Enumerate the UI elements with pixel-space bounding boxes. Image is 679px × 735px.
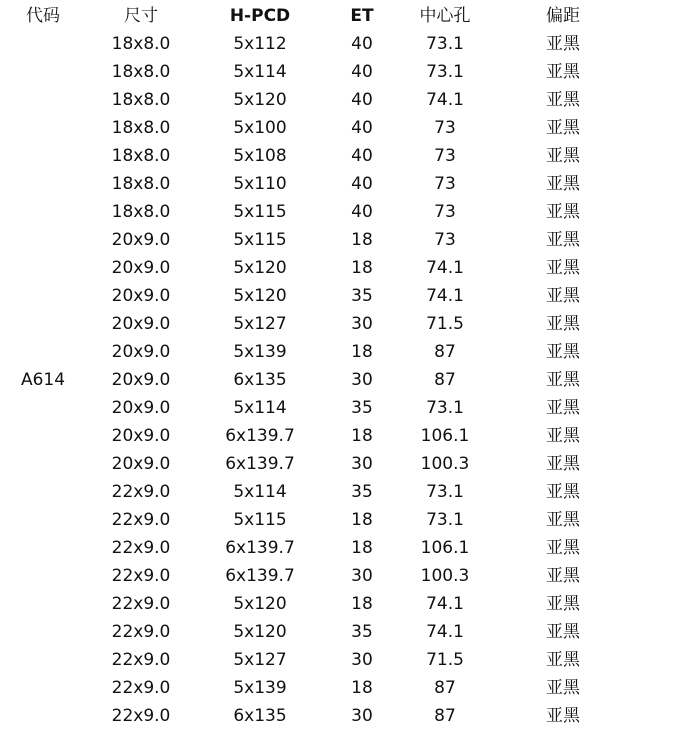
header-pcd: H-PCD <box>229 6 291 26</box>
cell-center-bore: 74.1 <box>426 594 464 614</box>
cell-pcd: 5x120 <box>233 622 287 642</box>
cell-center-bore: 74.1 <box>426 622 464 642</box>
cell-pcd: 5x127 <box>233 314 287 334</box>
cell-center-bore: 87 <box>434 370 456 390</box>
cell-center-bore: 74.1 <box>426 258 464 278</box>
header-size: 尺寸 <box>124 6 158 26</box>
cell-finish: 亚黑 <box>546 62 580 82</box>
cell-center-bore: 73 <box>434 230 456 250</box>
cell-et: 18 <box>351 510 373 530</box>
table-row <box>0 58 679 86</box>
cell-et: 40 <box>351 62 373 82</box>
cell-et: 18 <box>351 230 373 250</box>
cell-center-bore: 73.1 <box>426 510 464 530</box>
table-row <box>0 646 679 674</box>
cell-finish: 亚黑 <box>546 566 580 586</box>
cell-et: 40 <box>351 146 373 166</box>
cell-finish: 亚黑 <box>546 594 580 614</box>
cell-et: 40 <box>351 34 373 54</box>
cell-pcd: 5x120 <box>233 258 287 278</box>
cell-size: 18x8.0 <box>111 34 171 54</box>
cell-size: 18x8.0 <box>111 146 171 166</box>
cell-pcd: 5x114 <box>233 62 287 82</box>
cell-pcd: 5x114 <box>233 482 287 502</box>
cell-finish: 亚黑 <box>546 622 580 642</box>
cell-finish: 亚黑 <box>546 342 580 362</box>
table-row <box>0 170 679 198</box>
cell-pcd: 6x139.7 <box>225 454 295 474</box>
cell-center-bore: 73.1 <box>426 34 464 54</box>
cell-et: 30 <box>351 370 373 390</box>
cell-et: 40 <box>351 90 373 110</box>
table-row <box>0 254 679 282</box>
table-row <box>0 590 679 618</box>
cell-et: 30 <box>351 314 373 334</box>
table-row <box>0 338 679 366</box>
cell-pcd: 5x139 <box>233 342 287 362</box>
cell-size: 20x9.0 <box>111 454 171 474</box>
cell-size: 22x9.0 <box>111 482 171 502</box>
cell-center-bore: 87 <box>434 706 456 726</box>
cell-et: 30 <box>351 566 373 586</box>
cell-pcd: 6x139.7 <box>225 426 295 446</box>
cell-size: 20x9.0 <box>111 426 171 446</box>
cell-size: 18x8.0 <box>111 202 171 222</box>
cell-size: 20x9.0 <box>111 314 171 334</box>
cell-size: 20x9.0 <box>111 286 171 306</box>
cell-et: 35 <box>351 398 373 418</box>
table-row <box>0 142 679 170</box>
header-et: ET <box>350 6 374 26</box>
cell-finish: 亚黑 <box>546 650 580 670</box>
cell-size: 22x9.0 <box>111 706 171 726</box>
table-row <box>0 366 679 394</box>
cell-pcd: 6x139.7 <box>225 566 295 586</box>
cell-size: 22x9.0 <box>111 650 171 670</box>
table-row <box>0 394 679 422</box>
cell-pcd: 5x115 <box>233 230 287 250</box>
cell-finish: 亚黑 <box>546 398 580 418</box>
cell-center-bore: 73 <box>434 202 456 222</box>
cell-finish: 亚黑 <box>546 118 580 138</box>
table-row <box>0 282 679 310</box>
cell-et: 18 <box>351 258 373 278</box>
cell-finish: 亚黑 <box>546 34 580 54</box>
cell-size: 18x8.0 <box>111 62 171 82</box>
cell-et: 30 <box>351 706 373 726</box>
cell-et: 35 <box>351 286 373 306</box>
cell-center-bore: 106.1 <box>420 426 470 446</box>
cell-et: 18 <box>351 538 373 558</box>
table-row <box>0 450 679 478</box>
cell-center-bore: 73 <box>434 118 456 138</box>
cell-finish: 亚黑 <box>546 286 580 306</box>
table-row <box>0 702 679 730</box>
cell-size: 18x8.0 <box>111 174 171 194</box>
cell-center-bore: 74.1 <box>426 286 464 306</box>
header-center-bore: 中心孔 <box>419 6 471 26</box>
cell-pcd: 6x135 <box>233 370 287 390</box>
cell-et: 18 <box>351 426 373 446</box>
cell-finish: 亚黑 <box>546 314 580 334</box>
cell-center-bore: 74.1 <box>426 90 464 110</box>
cell-pcd: 5x127 <box>233 650 287 670</box>
table-row <box>0 674 679 702</box>
table-row <box>0 618 679 646</box>
cell-pcd: 5x112 <box>233 34 287 54</box>
cell-et: 18 <box>351 342 373 362</box>
cell-finish: 亚黑 <box>546 706 580 726</box>
cell-pcd: 5x108 <box>233 146 287 166</box>
cell-center-bore: 71.5 <box>426 650 464 670</box>
cell-size: 18x8.0 <box>111 118 171 138</box>
cell-et: 40 <box>351 202 373 222</box>
cell-et: 30 <box>351 650 373 670</box>
cell-pcd: 5x139 <box>233 678 287 698</box>
cell-finish: 亚黑 <box>546 678 580 698</box>
cell-size: 20x9.0 <box>111 398 171 418</box>
table-row <box>0 226 679 254</box>
table-body <box>0 30 679 730</box>
cell-center-bore: 87 <box>434 678 456 698</box>
cell-finish: 亚黑 <box>546 258 580 278</box>
cell-et: 40 <box>351 118 373 138</box>
cell-center-bore: 73.1 <box>426 398 464 418</box>
cell-finish: 亚黑 <box>546 202 580 222</box>
table-row <box>0 506 679 534</box>
cell-finish: 亚黑 <box>546 146 580 166</box>
cell-center-bore: 73 <box>434 174 456 194</box>
cell-size: 20x9.0 <box>111 258 171 278</box>
cell-center-bore: 73.1 <box>426 62 464 82</box>
cell-et: 18 <box>351 594 373 614</box>
cell-et: 30 <box>351 454 373 474</box>
cell-pcd: 5x120 <box>233 594 287 614</box>
cell-center-bore: 87 <box>434 342 456 362</box>
cell-size: 22x9.0 <box>111 678 171 698</box>
cell-size: 18x8.0 <box>111 90 171 110</box>
cell-center-bore: 73 <box>434 146 456 166</box>
cell-size: 22x9.0 <box>111 622 171 642</box>
product-code: A614 <box>20 370 66 390</box>
table-row <box>0 114 679 142</box>
cell-finish: 亚黑 <box>546 426 580 446</box>
cell-size: 20x9.0 <box>111 230 171 250</box>
cell-et: 40 <box>351 174 373 194</box>
header-code: 代码 <box>26 6 60 26</box>
cell-size: 20x9.0 <box>111 342 171 362</box>
cell-pcd: 5x120 <box>233 286 287 306</box>
cell-size: 22x9.0 <box>111 510 171 530</box>
cell-et: 35 <box>351 482 373 502</box>
table-row <box>0 562 679 590</box>
wheel-spec-table <box>0 2 679 730</box>
header-offset: 偏距 <box>546 6 580 26</box>
cell-pcd: 5x120 <box>233 90 287 110</box>
cell-center-bore: 100.3 <box>420 566 470 586</box>
cell-size: 20x9.0 <box>111 370 171 390</box>
table-row <box>0 422 679 450</box>
cell-center-bore: 71.5 <box>426 314 464 334</box>
cell-size: 22x9.0 <box>111 538 171 558</box>
cell-pcd: 5x100 <box>233 118 287 138</box>
cell-pcd: 5x115 <box>233 202 287 222</box>
cell-pcd: 6x139.7 <box>225 538 295 558</box>
cell-finish: 亚黑 <box>546 510 580 530</box>
cell-center-bore: 100.3 <box>420 454 470 474</box>
table-row <box>0 198 679 226</box>
table-row <box>0 478 679 506</box>
table-row <box>0 30 679 58</box>
table-header-row <box>0 2 679 30</box>
cell-pcd: 5x110 <box>233 174 287 194</box>
cell-center-bore: 106.1 <box>420 538 470 558</box>
cell-finish: 亚黑 <box>546 538 580 558</box>
cell-finish: 亚黑 <box>546 90 580 110</box>
cell-pcd: 5x115 <box>233 510 287 530</box>
cell-finish: 亚黑 <box>546 454 580 474</box>
cell-size: 22x9.0 <box>111 566 171 586</box>
cell-et: 18 <box>351 678 373 698</box>
cell-finish: 亚黑 <box>546 230 580 250</box>
cell-finish: 亚黑 <box>546 370 580 390</box>
table-row <box>0 86 679 114</box>
cell-finish: 亚黑 <box>546 174 580 194</box>
table-row <box>0 534 679 562</box>
cell-pcd: 5x114 <box>233 398 287 418</box>
cell-et: 35 <box>351 622 373 642</box>
cell-size: 22x9.0 <box>111 594 171 614</box>
cell-pcd: 6x135 <box>233 706 287 726</box>
cell-finish: 亚黑 <box>546 482 580 502</box>
cell-center-bore: 73.1 <box>426 482 464 502</box>
table-row <box>0 310 679 338</box>
